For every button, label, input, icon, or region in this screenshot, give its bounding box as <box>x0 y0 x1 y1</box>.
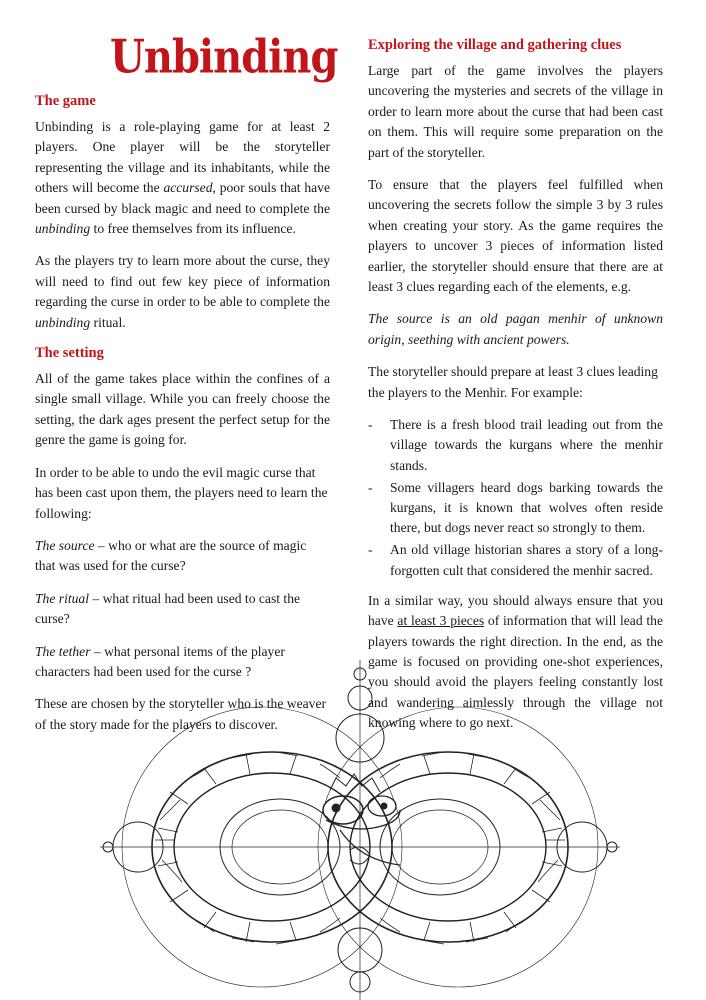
clue-item: - There is a fresh blood trail leading out from the village towards the kurgans where the menhir stands. <box>368 415 663 476</box>
exploring-paragraph-2: To ensure that the players feel fulfilled when uncovering the secrets follow the simple 3 by 3 rules when creating your story. As the game requires the players to uncover 3 pieces of information listed earlier, the storyteller should ensure that there are at least 3 clues regarding each of the elements, e.g. <box>368 177 663 295</box>
exploring-paragraph-3: The storyteller should prepare at least 3 clues leading the players to the Menhir. For example: <box>368 364 658 400</box>
game-paragraph-2: As the players try to learn more about the curse, they will need to find out few key piece of information regarding the curse in order to be able to complete the unbinding ritual. <box>35 253 330 330</box>
clue-item: - Some villagers heard dogs barking towards the kurgans, it is known that wolves often reside there, but dogs never react so strongly to them. <box>368 478 663 539</box>
setting-paragraph-2: In order to be able to undo the evil magic curse that has been cast upon them, the players need to learn the following: <box>35 464 328 521</box>
setting-paragraph-1: All of the game takes place within the confines of a single small village. While you can freely choose the setting, the dark ages present the perfect setup for the genre the game is going for. <box>35 371 330 448</box>
left-column <box>35 93 330 747</box>
exploring-paragraph-1: Large part of the game involves the players uncovering the mysteries and secrets of the village in order to learn more about the curse that had been cast on them. This will require some preparation on the part of the storyteller. <box>368 63 663 160</box>
item-the-tether: The tether – what personal items of the player characters had been used for the curse ? <box>35 643 285 679</box>
exploring-paragraph-4: In a similar way, you should always ensure that you have at least 3 pieces of information that will lead the players towards the right direction. In the end, as the game is focused on providing one-shot experiences, you should avoid the players feeling constantly lost and wandering aimlessly through the village not knowing where to go next. <box>368 592 663 731</box>
example-source: The source is an old pagan menhir of unknown origin, seething with ancient powers. <box>368 311 663 347</box>
clue-list <box>368 415 663 581</box>
item-the-source: The source – who or what are the source of magic that was used for the curse? <box>35 537 307 574</box>
page-title: Unbinding <box>110 30 338 85</box>
clue-item: - An old village historian shares a story of a long-forgotten cult that considered the menhir sacred. <box>368 540 663 580</box>
game-paragraph-1: Unbinding is a role-playing game for at least 2 players. One player will be the storyteller representing the village and its inhabitants, while the others will become the accursed, poor souls that have been cursed by black magic and need to complete the unbinding to free themselves from its influence. <box>35 119 331 237</box>
heading-exploring: Exploring the village and gathering clues <box>368 37 622 53</box>
right-column <box>368 37 663 746</box>
heading-the-game: The game <box>35 93 96 109</box>
heading-the-setting: The setting <box>35 345 104 362</box>
item-the-ritual: The ritual – what ritual had been used to cast the curse? <box>35 590 301 627</box>
ouroboros-serpent-illustration <box>100 660 620 1000</box>
closing-paragraph: These are chosen by the storyteller who is the weaver of the story made for the players to discover. <box>35 696 327 732</box>
